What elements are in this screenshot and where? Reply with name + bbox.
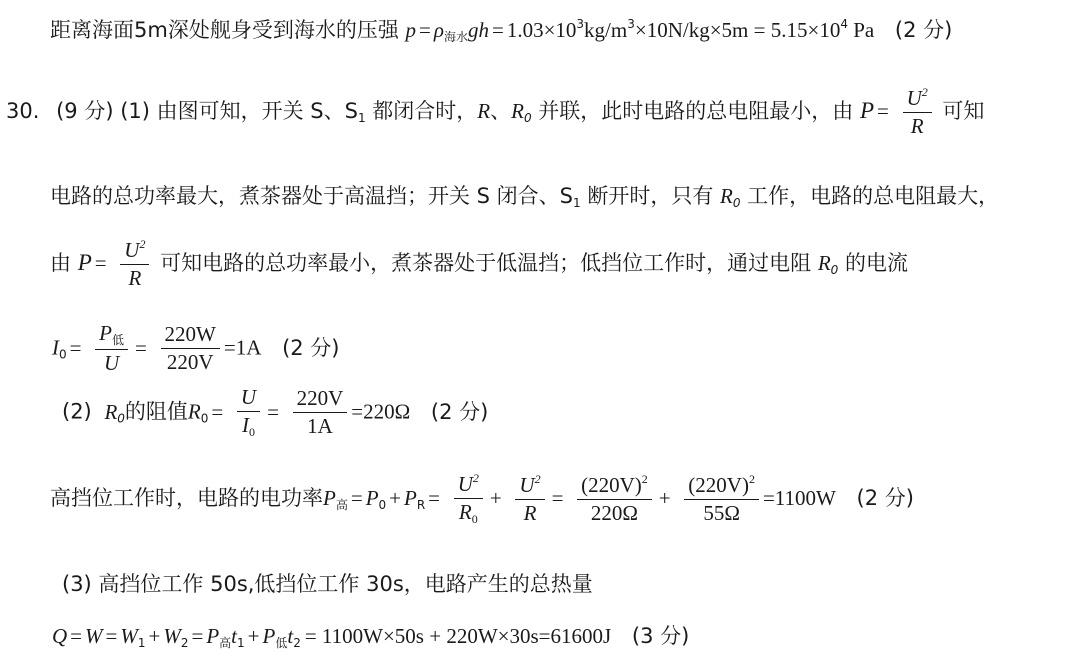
fraction-u2-over-r: $\frac{U^2}{R}$ xyxy=(120,238,149,290)
line-pressure: 距离海面5m深处舰身受到海水的压强 $p = \rho_{海水}gh = 1.03\times 10^3kg/m^3\times 10N/kg\times 5m = 5.15\times 10^4$ Pa (2 分) xyxy=(50,17,953,44)
question-30-line: 30. (9 分) (1) 由图可知，开关 S、$S_1$ 都闭合时，R、R0 并联，此时电路的总电阻最小，由 P = $\frac{U^2}{R}$ 可知 xyxy=(6,85,985,139)
line-high-temp: 电路的总功率最大，煮茶器处于高温挡；开关 S 闭合、$S_1$ 断开时，只有 R0 工作，电路的总电阻最大， xyxy=(50,184,1000,210)
points-label: (3 分) xyxy=(631,624,690,648)
fraction-u2-over-r: $\frac{U^2}{R}$ xyxy=(903,86,932,138)
line-heat-formula: $Q = W = W_1 + W_2 = P_高t_1 + P_低t_2 = 1100W\times 50s + 220W\times 30s=61600J$ (3 分) xyxy=(52,624,690,650)
line-resistance: (2) R0的阻值$R_0$ = $\frac{U}{I_0}$ = $\frac{220V}{1A}$ =220Ω (2 分) xyxy=(62,385,489,440)
line-heat-question: (3) 高挡位工作 50s,低挡位工作 30s，电路产生的总热量 xyxy=(62,572,593,596)
line-current-formula: $I_0$ = $\frac{P_低}{U}$ = $\frac{220W}{220V}$ =1A (2 分) xyxy=(52,321,340,376)
fraction-220v-sq-over-55ohm: $\frac{(220V)^2}{55\Omega}$ xyxy=(684,473,759,525)
fraction-p-over-u: $\frac{P_低}{U}$ xyxy=(95,322,128,375)
points-label: (2 分) xyxy=(430,399,489,424)
line-low-temp: 由 P = $\frac{U^2}{R}$ 可知电路的总功率最小，煮茶器处于低温挡；低挡位工作时，通过电阻 R0 的电流 xyxy=(50,237,908,291)
fraction-u2-over-r: $\frac{U^2}{R}$ xyxy=(515,473,544,525)
line-high-power: 高挡位工作时，电路的电功率$P_高 = P_0 + P_R$ = $\frac{U^2}{R_0}$ + $\frac{U^2}{R}$ = $\frac{(220V)^2}{220\Omega}$ + $\frac{(220V)^2}{55\Omega}$ =1100W (2 分) xyxy=(50,471,914,527)
fraction-u-over-i: $\frac{U}{I_0}$ xyxy=(237,386,260,439)
points-label: (2 分) xyxy=(894,18,953,42)
fraction-220v-sq-over-220ohm: $\frac{(220V)^2}{220\Omega}$ xyxy=(577,473,652,525)
fraction-u2-over-r0: $\frac{U^2}{R_0}$ xyxy=(454,472,483,526)
question-number: 30. xyxy=(6,99,40,124)
fraction-voltage-over-current: $\frac{220V}{1A}$ xyxy=(293,387,348,438)
pressure-text: 距离海面5m深处舰身受到海水的压强 xyxy=(50,18,399,42)
fraction-power-over-voltage: $\frac{220W}{220V}$ xyxy=(161,323,220,374)
points-label: (2 分) xyxy=(282,335,340,360)
question-score: (9 分) xyxy=(56,99,114,124)
points-label: (2 分) xyxy=(856,486,914,511)
